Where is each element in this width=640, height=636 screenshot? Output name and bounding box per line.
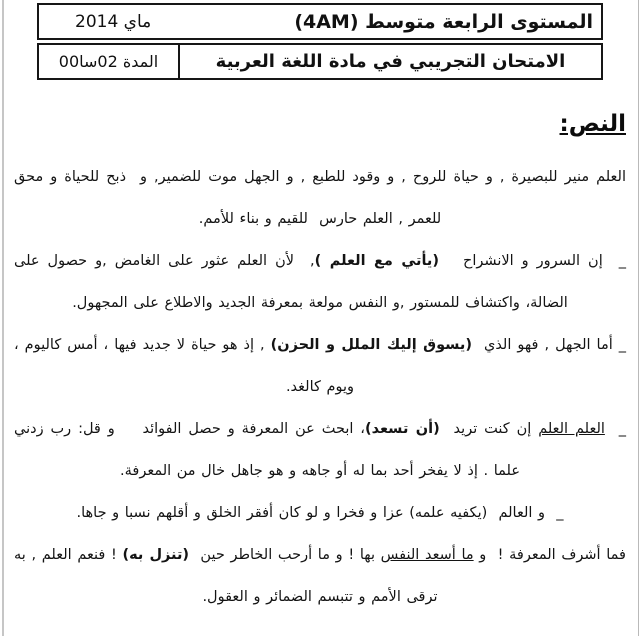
paragraph-4 xyxy=(14,408,626,492)
page-edge-line-right xyxy=(638,0,640,636)
text-run: ، ابحث عن المعرفة و حصل الفوائد و قل: رب زدني علما . إذ لا يفخر أحد بما له أو جاهه و هو جاهل خال من المعرفة. xyxy=(14,421,520,479)
text-run: , إذ هو حياة لا جديد فيها ، أمس كاليوم ، ويوم كالغد. xyxy=(14,337,355,395)
text-run: _ أما الجهل , فهو الذي xyxy=(471,337,626,353)
text-run: فما أشرف المعرفة ! و xyxy=(473,547,626,563)
section-heading: النص: xyxy=(559,111,626,137)
text-run: إن كنت تريد xyxy=(439,421,539,437)
paragraph-3 xyxy=(14,324,626,408)
page-edge-line-left xyxy=(2,0,4,636)
text-run: العلم منير للبصيرة , و حياة للروح , و وقود للطبع , و الجهل موت للضمير, و ذبح للحياة و محق للعمر , العلم حارس للقيم و بناء للأمم. xyxy=(14,169,626,227)
paragraph-6 xyxy=(14,534,626,618)
text-run: بها ! و ما أرحب الخاطر حين xyxy=(189,547,381,563)
text-run: _ و العالم (يكفيه علمه) عزا و فخرا و لو كان أفقر الخلق و أقلهم نسبا و جاها. xyxy=(76,505,564,521)
exam-header-table xyxy=(37,3,603,80)
text-run: _ إن السرور و الانشراح xyxy=(438,253,626,269)
text-run: , لأن العلم عثور على الغامض ,و حصول على الضالة، واكتشاف للمستور ,و النفس مولعة بمعرفة الجديد والاطلاع على المجهول. xyxy=(14,253,568,311)
bold-phrase: (يأتي مع العلم ) xyxy=(314,253,439,269)
underlined-phrase: ما أسعد النفس xyxy=(380,547,474,563)
text-body xyxy=(14,108,626,618)
level-title: المستوى الرابعة متوسط (4AM) xyxy=(294,10,593,33)
paragraph-2 xyxy=(14,240,626,324)
underlined-phrase: العلم العلم xyxy=(538,421,605,437)
header-row-exam-duration xyxy=(37,43,603,80)
exam-date: ماي 2014 xyxy=(75,11,152,32)
header-row-level-date xyxy=(37,3,603,40)
paragraphs-container xyxy=(14,156,626,618)
bold-phrase: (أن تسعد) xyxy=(365,421,440,437)
bold-phrase: (يسوق إليك الملل و الحزن) xyxy=(270,337,472,353)
paragraph-5 xyxy=(14,492,626,534)
bold-phrase: (تنزل به) xyxy=(122,547,190,563)
exam-title: الامتحان التجريبي في مادة اللغة العربية xyxy=(215,51,566,72)
text-run: _ xyxy=(604,421,626,437)
exam-duration: المدة 02سا00 xyxy=(39,45,180,78)
text-run: ! فنعم العلم , به ترقى الأمم و تتبسم الضمائر و العقول. xyxy=(14,547,438,605)
paragraph-1 xyxy=(14,156,626,240)
